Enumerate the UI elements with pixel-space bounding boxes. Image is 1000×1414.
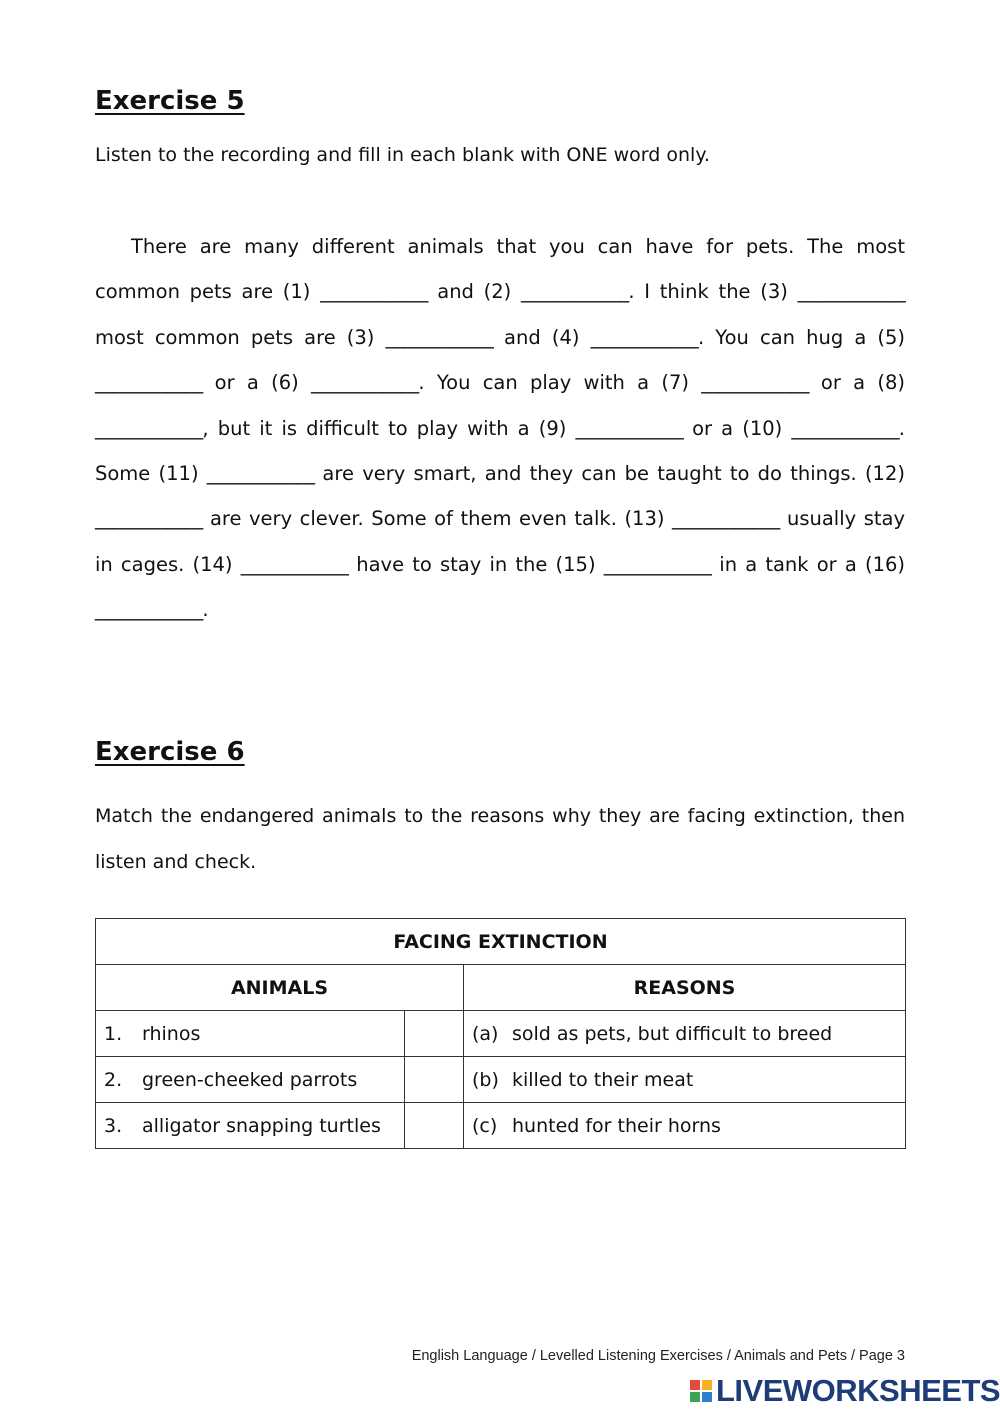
column-header-reasons: REASONS <box>464 965 906 1011</box>
passage-text: or a (10) <box>682 416 792 440</box>
exercise-6-instruction: Match the endangered animals to the reasons why they are facing extinction, then listen and check. <box>95 805 905 873</box>
animal-name: alligator snapping turtles <box>142 1114 381 1137</box>
reason-text: hunted for their horns <box>512 1114 721 1137</box>
reason-letter: (a) <box>472 1022 499 1045</box>
blank-12[interactable]: ____________ <box>95 507 203 531</box>
passage-text: are very smart, and they can be taught to do things. (12) <box>314 462 905 486</box>
passage-text: . Some (11) <box>95 416 905 486</box>
logo-square <box>702 1392 712 1402</box>
answer-box[interactable] <box>405 1057 464 1103</box>
column-header-animals: ANIMALS <box>96 965 464 1011</box>
logo-text: LIVEWORKSHEETS <box>716 1373 1000 1408</box>
logo-square <box>702 1380 712 1390</box>
logo-square <box>690 1380 700 1390</box>
animal-cell <box>96 1057 405 1103</box>
answer-box[interactable] <box>405 1011 464 1057</box>
animal-cell <box>96 1103 405 1149</box>
animal-cell <box>96 1011 405 1057</box>
reason-letter: (c) <box>472 1114 498 1137</box>
blank-4[interactable]: ____________ <box>590 325 698 349</box>
exercise-5-title: Exercise 5 <box>95 86 245 116</box>
animal-name: rhinos <box>142 1022 201 1045</box>
blank-2[interactable]: ____________ <box>520 280 629 304</box>
blank-10[interactable]: ____________ <box>791 416 899 440</box>
reason-text: killed to their meat <box>512 1068 694 1091</box>
passage-text: are very clever. Some of them even talk. (13) <box>202 507 673 531</box>
blank-3b[interactable]: ____________ <box>385 325 493 349</box>
item-number: 2. <box>104 1068 123 1091</box>
blank-11[interactable]: ____________ <box>206 462 315 486</box>
item-number: 1. <box>104 1022 123 1045</box>
animal-name: green-cheeked parrots <box>142 1068 358 1091</box>
blank-8[interactable]: ____________ <box>95 416 203 440</box>
passage-text: in a tank or a (16) <box>711 552 905 576</box>
blank-1[interactable]: ____________ <box>320 280 428 304</box>
passage-text: . You can hug a (5) <box>697 325 905 349</box>
passage-text: . You can play with a (7) <box>418 371 702 395</box>
exercise-5-instruction: Listen to the recording and fill in each blank with ONE word only. <box>95 144 710 166</box>
blank-14[interactable]: ____________ <box>240 552 349 576</box>
answer-box[interactable] <box>405 1103 464 1149</box>
liveworksheets-logo <box>690 1374 1000 1408</box>
blank-7[interactable]: ____________ <box>701 371 809 395</box>
passage-text: . <box>202 598 209 622</box>
passage-text: have to stay in the (15) <box>348 552 604 576</box>
blank-15[interactable]: ____________ <box>603 552 712 576</box>
table-row <box>96 1103 906 1149</box>
passage-text: or a (8) <box>808 371 905 395</box>
blank-5[interactable]: ____________ <box>95 371 203 395</box>
exercise-6-title: Exercise 6 <box>95 737 245 767</box>
reason-cell <box>464 1057 906 1103</box>
passage-text: and (2) <box>427 280 521 304</box>
extinction-table <box>95 918 906 1149</box>
logo-mark-icon <box>690 1380 712 1402</box>
reason-letter: (b) <box>472 1068 499 1091</box>
passage-text: most common pets are (3) <box>95 325 386 349</box>
passage-text: or a (6) <box>202 371 311 395</box>
blank-13[interactable]: ____________ <box>672 507 780 531</box>
exercise-5-passage <box>95 224 905 633</box>
blank-9[interactable]: ____________ <box>575 416 683 440</box>
passage-text: and (4) <box>492 325 591 349</box>
reason-text: sold as pets, but difficult to breed <box>512 1022 833 1045</box>
passage-text: usually stay in cages. (14) <box>95 507 905 576</box>
table-row <box>96 1011 906 1057</box>
reason-cell <box>464 1103 906 1149</box>
blank-3a[interactable]: ____________ <box>797 280 906 304</box>
page-footer: English Language / Levelled Listening Exercises / Animals and Pets / Page 3 <box>411 1348 905 1364</box>
table-title: FACING EXTINCTION <box>96 919 906 965</box>
table-row <box>96 1057 906 1103</box>
blank-6[interactable]: ____________ <box>310 371 419 395</box>
logo-square <box>690 1392 700 1402</box>
passage-text: There are many different animals that you can have for pets. The most common pets are (1) <box>95 235 905 304</box>
blank-16[interactable]: ____________ <box>95 598 203 622</box>
passage-text: . I think the (3) <box>628 280 798 304</box>
reason-cell <box>464 1011 906 1057</box>
passage-text: , but it is difficult to play with a (9) <box>202 416 576 440</box>
item-number: 3. <box>104 1114 123 1137</box>
